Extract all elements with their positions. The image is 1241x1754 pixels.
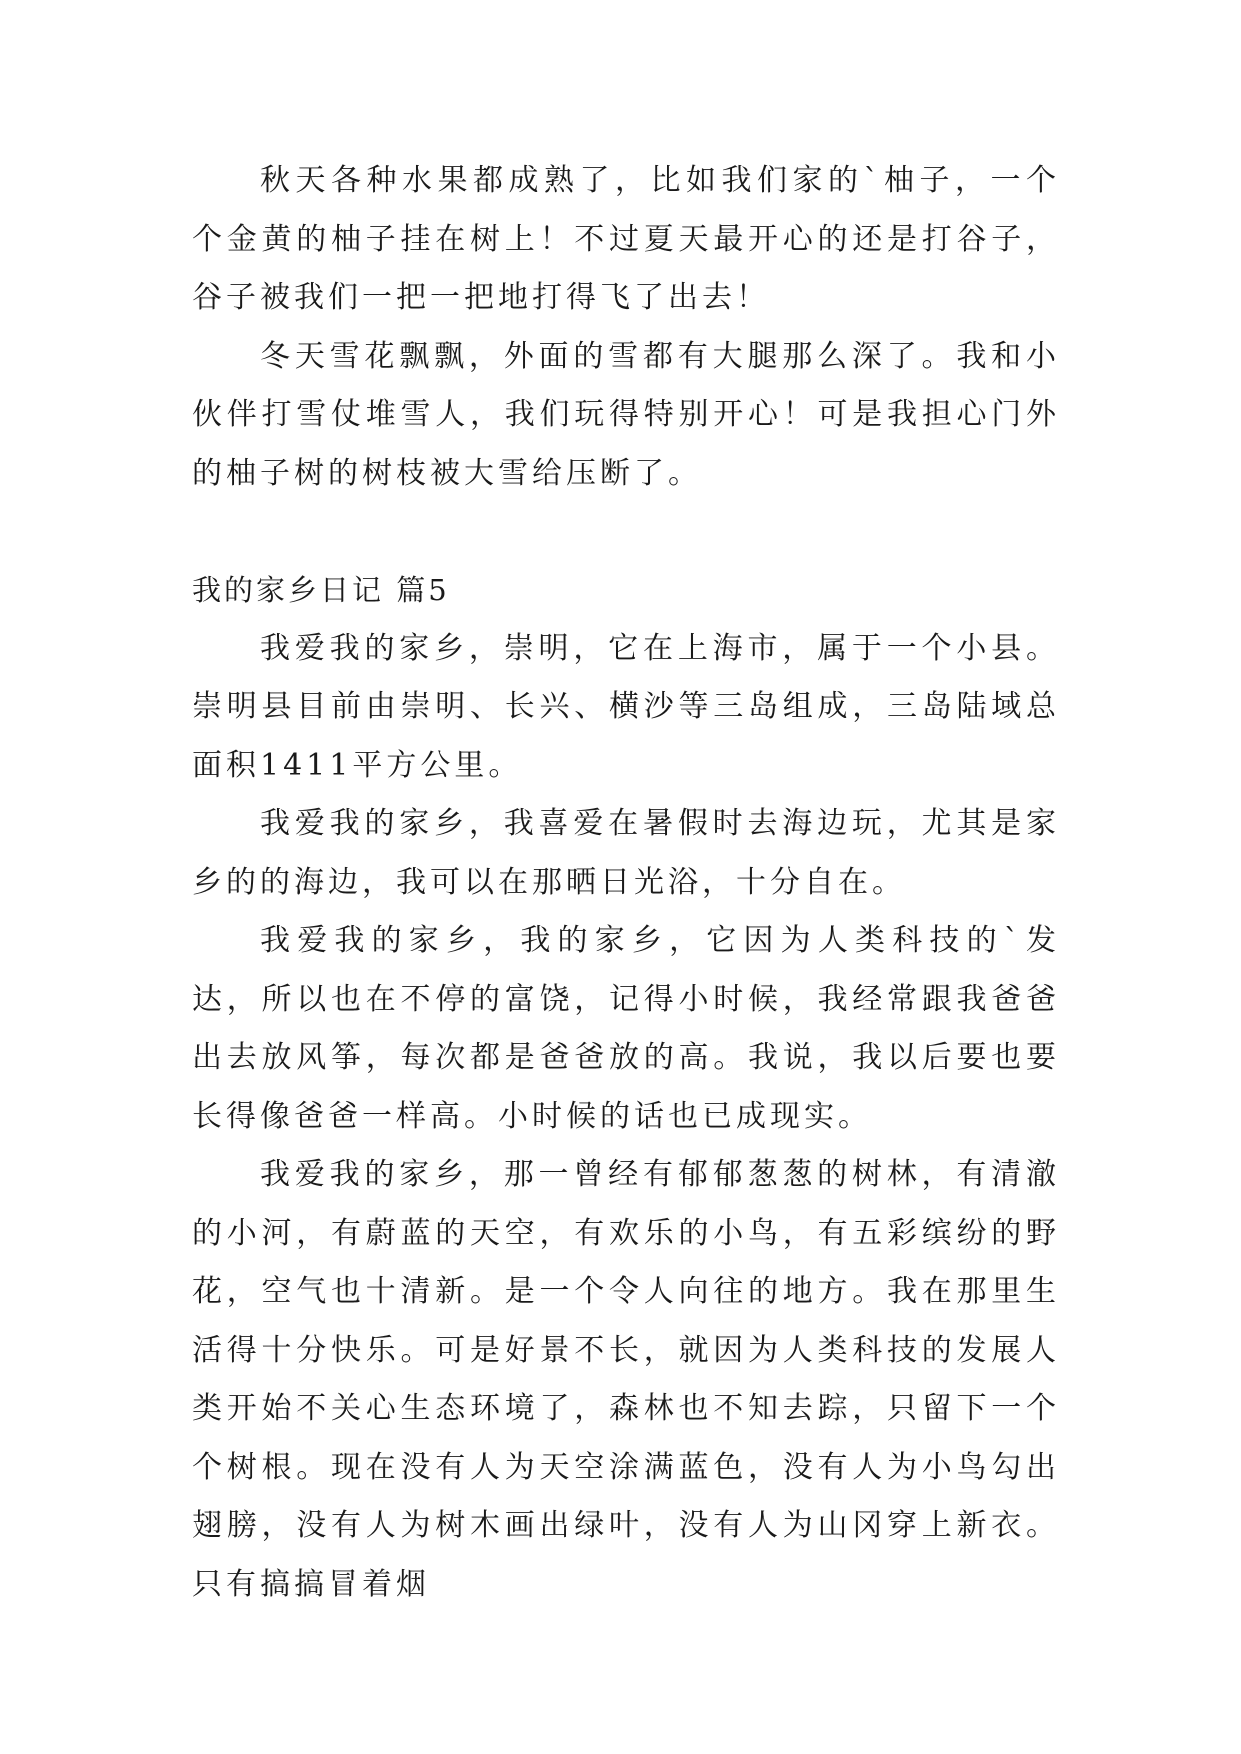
paragraph-winter: 冬天雪花飘飘，外面的雪都有大腿那么深了。我和小伙伴打雪仗堆雪人，我们玩得特别开心！可是我担心门外的柚子树的树枝被大雪给压断了。 [192,338,1060,491]
section-gap [192,503,1060,561]
paragraph-seaside: 我爱我的家乡，我喜爱在暑假时去海边玩，尤其是家乡的的海边，我可以在那晒日光浴，十分自在。 [192,806,1060,900]
paragraph-environment: 我爱我的家乡，那一曾经有郁郁葱葱的树林，有清澈的小河，有蔚蓝的天空，有欢乐的小鸟，有五彩缤纷的野花，空气也十清新。是一个令人向往的地方。我在那里生活得十分快乐。可是好景不长，就因为人类科技的发展人类开始不关心生态环境了，森林也不知去踪，只留下一个个树根。现在没有人为天空涂满蓝色，没有人为小鸟勾出翅膀，没有人为树木画出绿叶，没有人为山冈穿上新衣。只有搞搞冒着烟 [192,1157,1060,1602]
paragraph-chongming-intro: 我爱我的家乡，崇明，它在上海市，属于一个小县。崇明县目前由崇明、长兴、横沙等三岛组成，三岛陆域总面积1411平方公里。 [192,630,1060,783]
section-heading: 我的家乡日记 篇5 [192,573,450,607]
paragraph-kite: 我爱我的家乡，我的家乡，它因为人类科技的`发达，所以也在不停的富饶，记得小时候，我经常跟我爸爸出去放风筝，每次都是爸爸放的高。我说，我以后要也要长得像爸爸一样高。小时候的话也已成现实。 [192,923,1060,1134]
document-body [192,152,1060,1614]
paragraph-autumn: 秋天各种水果都成熟了，比如我们家的`柚子，一个个金黄的柚子挂在树上！不过夏天最开心的还是打谷子，谷子被我们一把一把地打得飞了出去！ [192,163,1060,315]
